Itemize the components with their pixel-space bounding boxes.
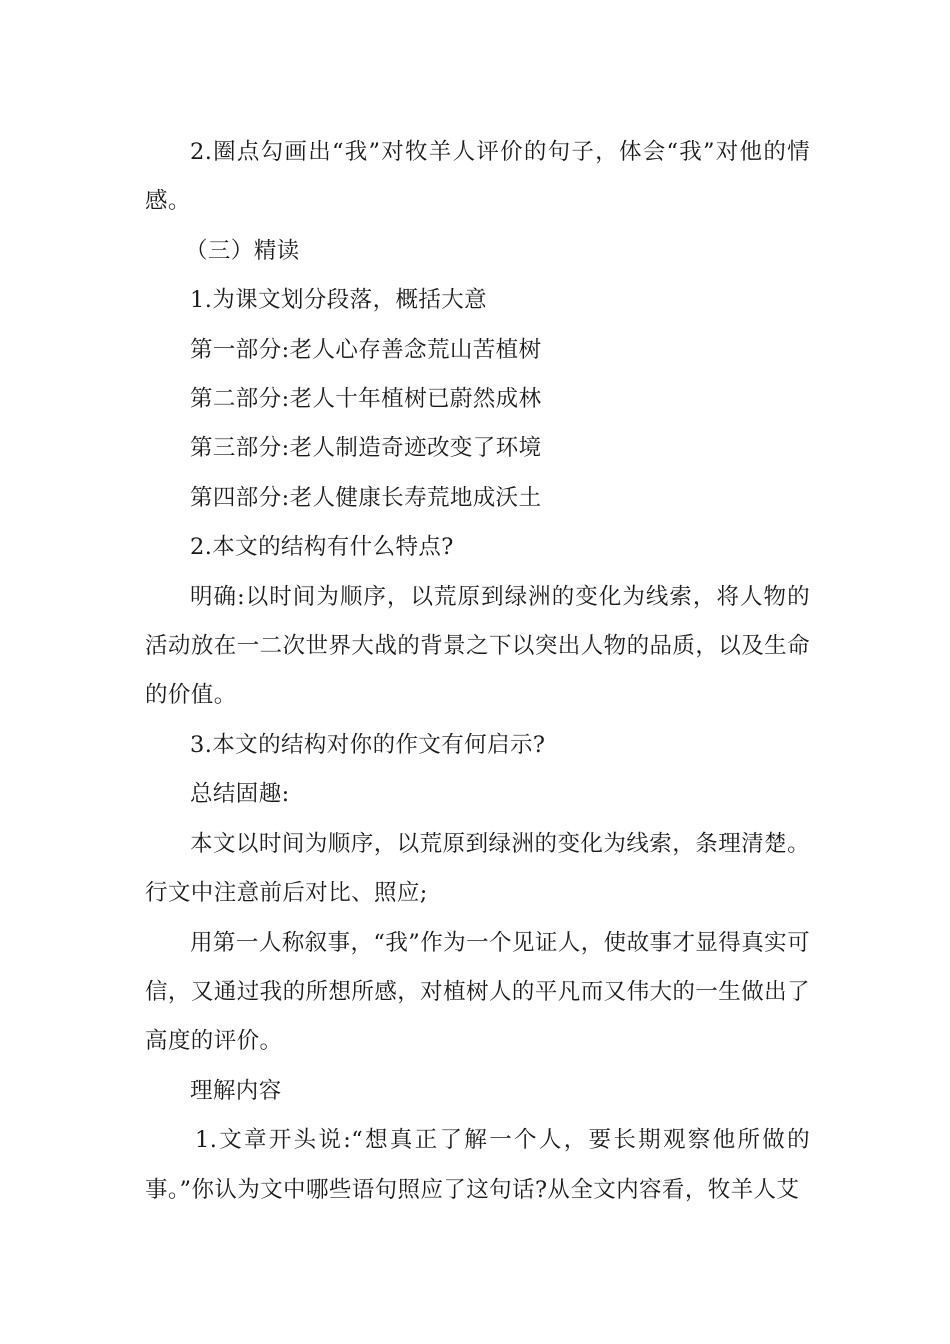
paragraph-question-1-opening: 1.文章开头说:“想真正了解一个人，要长期观察他所做的事。”你认为文中哪些语句照应了这句话?从全文内容看，牧羊人艾: [145, 1127, 810, 1203]
section-heading-close-reading: （三）精读: [185, 237, 300, 264]
paragraph-question-1-divide: 1.为课文划分段落，概括大意: [190, 287, 488, 314]
paragraph-question-2-evaluation: 2.圈点勾画出“我”对牧羊人评价的句子，体会“我”对他的情感。: [145, 139, 810, 215]
paragraph-answer-structure: 明确:以时间为顺序，以荒原到绿洲的变化为线索，将人物的活动放在一二次世界大战的背景之下以突出人物的品质，以及生命的价值。: [145, 583, 810, 709]
paragraph-part-three: 第三部分:老人制造奇迹改变了环境: [190, 435, 542, 462]
paragraph-summary-first-person: 用第一人称叙事，“我”作为一个见证人，使故事才显得真实可信，又通过我的所想所感，对植树人的平凡而又伟大的一生做出了高度的评价。: [145, 929, 810, 1055]
document-body: [145, 128, 810, 1215]
paragraph-part-four: 第四部分:老人健康长寿荒地成沃土: [190, 484, 542, 511]
paragraph-summary-time-order: 本文以时间为顺序，以荒原到绿洲的变化为线索，条理清楚。行文中注意前后对比、照应;: [145, 830, 810, 907]
section-heading-understand-content: 理解内容: [190, 1077, 282, 1104]
paragraph-part-two: 第二部分:老人十年植树已蔚然成林: [190, 386, 542, 413]
paragraph-summary-heading: 总结固趣:: [190, 781, 290, 808]
paragraph-question-3-inspiration: 3.本文的结构对你的作文有何启示?: [190, 731, 546, 758]
paragraph-part-one: 第一部分:老人心存善念荒山苦植树: [190, 336, 542, 363]
paragraph-question-2-structure: 2.本文的结构有什么特点?: [190, 534, 454, 561]
